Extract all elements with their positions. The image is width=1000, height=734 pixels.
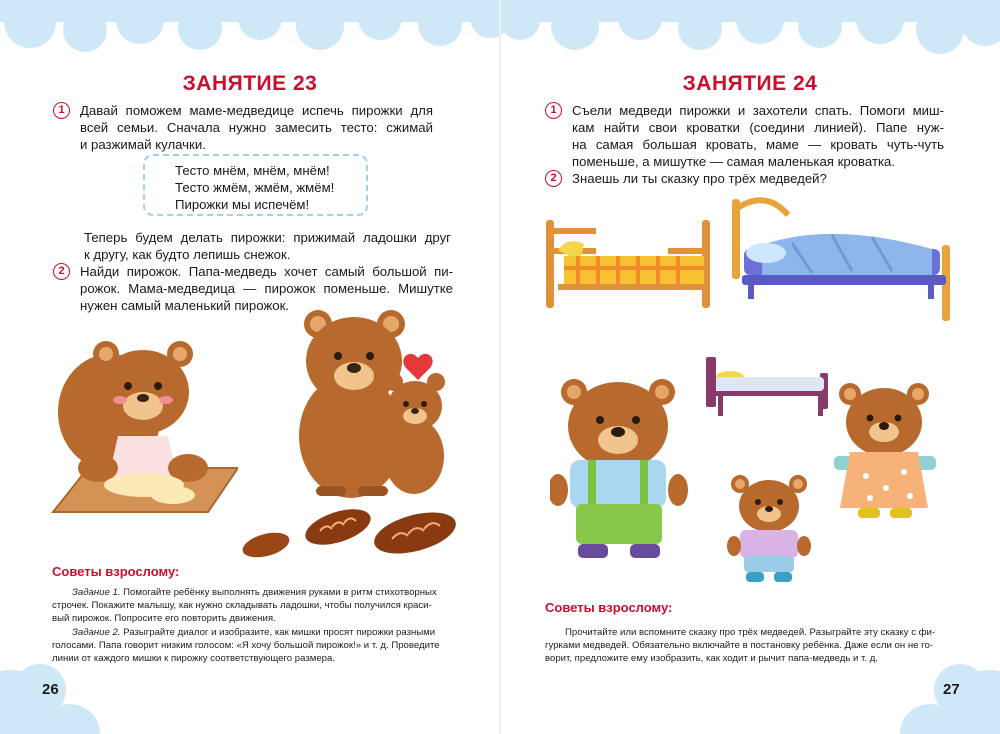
task-1-text (80, 102, 433, 153)
text-line: Давай поможем маме-медведице испечь пирожки для (80, 103, 433, 118)
advice-line-text: вый пирожок. Попросите его повторить движения. (52, 613, 276, 625)
advice-line (52, 639, 460, 652)
advice-line-text: строчек. Покажите малышу, как нужно складывать ладошки, чтобы получился краси- (52, 600, 432, 612)
text-line: поменьше, а мишутке — самая маленькая кроватка. (572, 154, 896, 169)
advice-text (52, 586, 460, 665)
poem-line: Тесто мнём, мнём, мнём! (175, 163, 330, 178)
medium-bed-illustration (538, 210, 718, 310)
text-line: рожок. Мама-медведица — пирожок поменьше. Мишутке (80, 281, 453, 296)
baby-bear-illustration (726, 474, 816, 586)
advice-line-text: линии от каждого мишки к пирожку соответствующего размера. (52, 653, 336, 665)
big-bed-illustration (732, 195, 957, 323)
text-line: и разжимай кулачки. (80, 137, 206, 152)
advice-label: Задание 2. (72, 626, 121, 638)
advice-title: Советы взрослому: (545, 600, 673, 615)
page-right (500, 0, 1000, 734)
task-number: 2 (545, 170, 562, 187)
mama-bear-illustration (830, 380, 944, 525)
text-line: Найди пирожок. Папа-медведь хочет самый большой пи- (80, 264, 453, 279)
advice-line (52, 626, 460, 639)
text-line: Теперь будем делать пирожки: прижимай ладошки друг (84, 230, 451, 245)
text-line: к другу, как будто лепишь снежок. (84, 247, 291, 262)
advice-title: Советы взрослому: (52, 564, 180, 579)
lesson-title: ЗАНЯТИЕ 23 (182, 72, 318, 95)
advice-label: Задание 1. (72, 587, 121, 598)
pies-illustration (240, 505, 460, 565)
advice-line (52, 612, 460, 625)
lesson-title: ЗАНЯТИЕ 24 (682, 72, 818, 95)
text-line: всей семьи. Сначала нужно замесить тесто: сжимай (80, 120, 433, 135)
text-line: нужен самый маленький пирожок. (80, 298, 289, 313)
mama-bear-kneading-illustration (48, 340, 238, 520)
small-bed-illustration (706, 355, 830, 421)
advice-line-text: голосами. Папа говорит низким голосом: «Я хочу большой пирожок!» и т. д. Проведите (52, 639, 440, 651)
advice-line-text: Помогайте ребёнку выполнять движения руками в ритм стихотворных (120, 587, 437, 598)
advice-line (52, 652, 460, 665)
advice-line (52, 599, 460, 612)
poem-box (143, 154, 368, 216)
advice-line: ворит, предложите ему изобразить, как ходит и рычит папа-медведь и т. д. (545, 653, 878, 665)
poem-line: Пирожки мы испечём! (175, 197, 310, 212)
task-number: 2 (53, 263, 70, 280)
text-line: кам найти свои кроватки (соедини линией). Папе нуж- (572, 120, 944, 135)
advice-text (545, 626, 963, 666)
papa-bear-and-cub-illustration (296, 306, 456, 502)
task-1-text (572, 102, 944, 170)
task-2-text (572, 170, 944, 187)
task-number: 1 (53, 102, 70, 119)
papa-bear-illustration (550, 378, 690, 568)
advice-line: Прочитайте или вспомните сказку про трёх медведей. Разыграйте эту сказку с фи- (565, 627, 936, 638)
advice-line (52, 586, 460, 599)
task-number: 1 (545, 102, 562, 119)
page-number: 26 (42, 681, 59, 698)
advice-line-text: Разыграйте диалог и изобразите, как мишки просят пирожки разными (120, 626, 436, 638)
instruction-text (84, 229, 451, 263)
poem-line: Тесто жмём, жмём, жмём! (175, 180, 335, 195)
text-line: Съели медведи пирожки и захотели спать. Помоги миш- (572, 103, 944, 118)
advice-line: гурками медведей. Обязательно включайте в постановку ребёнка. Даже если он не го- (545, 640, 933, 652)
page-number: 27 (943, 681, 960, 698)
text-line: на самая большая кровать, маме — кровать чуть-чуть (572, 137, 944, 152)
text-line: Знаешь ли ты сказку про трёх медведей? (572, 171, 827, 186)
